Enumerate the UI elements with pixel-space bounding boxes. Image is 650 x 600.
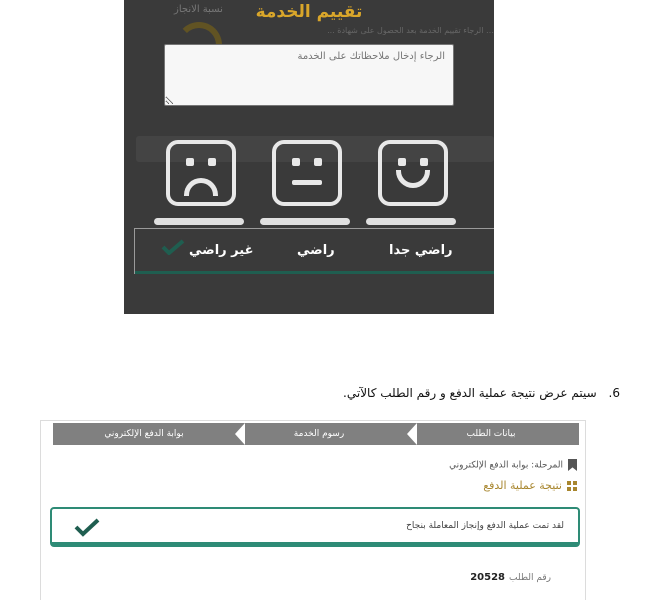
order-label: رقم الطلب <box>509 573 551 583</box>
breadcrumb-step-payment-gateway[interactable]: بوابة الدفع الإلكتروني <box>53 423 235 445</box>
rating-options <box>134 228 494 274</box>
breadcrumb-step-service-fees[interactable]: رسوم الخدمة <box>231 423 407 445</box>
stage-line <box>449 459 577 471</box>
grid-icon <box>567 481 577 491</box>
step-instruction <box>343 386 620 400</box>
breadcrumb-separator <box>407 423 417 445</box>
step-text: سيتم عرض نتيجة عملية الدفع و رقم الطلب كالآتي. <box>343 386 597 400</box>
bookmark-icon <box>568 459 577 471</box>
breadcrumb-separator <box>235 423 245 445</box>
breadcrumb-step-request-data[interactable]: بيانات الطلب <box>403 423 579 445</box>
step-number: 6. <box>608 386 620 400</box>
happy-face-icon[interactable] <box>378 140 448 206</box>
rating-faces <box>124 140 494 230</box>
options-underline <box>135 271 494 274</box>
success-message: لقد تمت عملية الدفع وإنجاز المعاملة بنجاح <box>406 521 564 531</box>
breadcrumb <box>41 421 586 449</box>
check-icon <box>161 239 185 255</box>
rating-modal-screenshot <box>124 0 494 314</box>
success-alert <box>50 507 580 547</box>
background-subtitle: … الرجاء تقييم الخدمة بعد الحصول على شهادة ... <box>327 26 494 35</box>
option-satisfied[interactable]: راضي <box>297 243 335 258</box>
check-icon <box>74 517 100 537</box>
stage-text: المرحلة: بوابة الدفع الإلكتروني <box>449 460 563 471</box>
option-very-satisfied[interactable]: راضي جدا <box>389 243 453 258</box>
background-percent-label: نسبة الانجاز <box>174 4 223 15</box>
result-title: نتيجة عملية الدفع <box>483 479 562 492</box>
order-number: 20528 <box>470 572 505 583</box>
notes-textarea[interactable] <box>164 44 454 106</box>
option-not-satisfied[interactable]: غير راضي <box>189 243 254 258</box>
happy-face-bar <box>366 218 456 225</box>
breadcrumb-arrow <box>397 423 407 445</box>
payment-result-screenshot <box>40 420 586 600</box>
neutral-face-icon[interactable] <box>272 140 342 206</box>
neutral-face-bar <box>260 218 350 225</box>
modal-title: تقييم الخدمة <box>255 2 363 22</box>
breadcrumb-arrow <box>225 423 235 445</box>
sad-face-icon[interactable] <box>166 140 236 206</box>
sad-face-bar <box>154 218 244 225</box>
result-title-line <box>483 479 577 492</box>
